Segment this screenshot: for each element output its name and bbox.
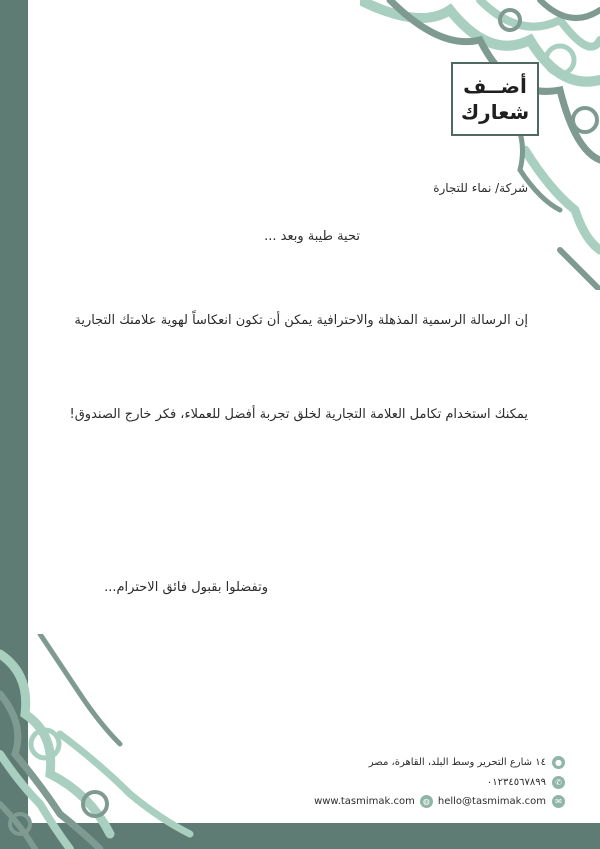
contact-web	[314, 795, 565, 808]
contact-phone	[487, 776, 565, 789]
contact-address	[369, 756, 565, 769]
closing-line: وتفضلوا بقبول فائق الاحترام...	[104, 580, 268, 595]
location-icon: ●	[552, 756, 565, 769]
logo-placeholder	[451, 62, 539, 136]
bottom-left-ornament	[0, 634, 200, 849]
email-text[interactable]: hello@tasmimak.com	[437, 796, 546, 807]
logo-line1: أضــف	[463, 74, 527, 98]
logo-line2: شعارك	[460, 100, 530, 124]
email-icon: ✉	[552, 795, 565, 808]
top-right-ornament	[360, 0, 600, 290]
address-text: ١٤ شارع التحرير وسط البلد، القاهرة، مصر	[368, 757, 546, 768]
globe-icon: ◍	[420, 795, 433, 808]
paragraph-1: إن الرسالة الرسمية المذهلة والاحترافية يمكن أن تكون انعكاساً لهوية علامتك التجارية	[74, 313, 528, 328]
phone-icon: ✆	[552, 776, 565, 789]
company-name: شركة/ نماء للتجارة	[433, 181, 528, 195]
greeting: تحية طيبة وبعد ...	[264, 229, 360, 244]
phone-text: ٠١٢٣٤٥٦٧٨٩٩	[486, 777, 546, 788]
paragraph-2: يمكنك استخدام تكامل العلامة التجارية لخلق تجربة أفضل للعملاء، فكر خارج الصندوق!	[69, 407, 528, 422]
website-text[interactable]: www.tasmimak.com	[314, 796, 415, 807]
